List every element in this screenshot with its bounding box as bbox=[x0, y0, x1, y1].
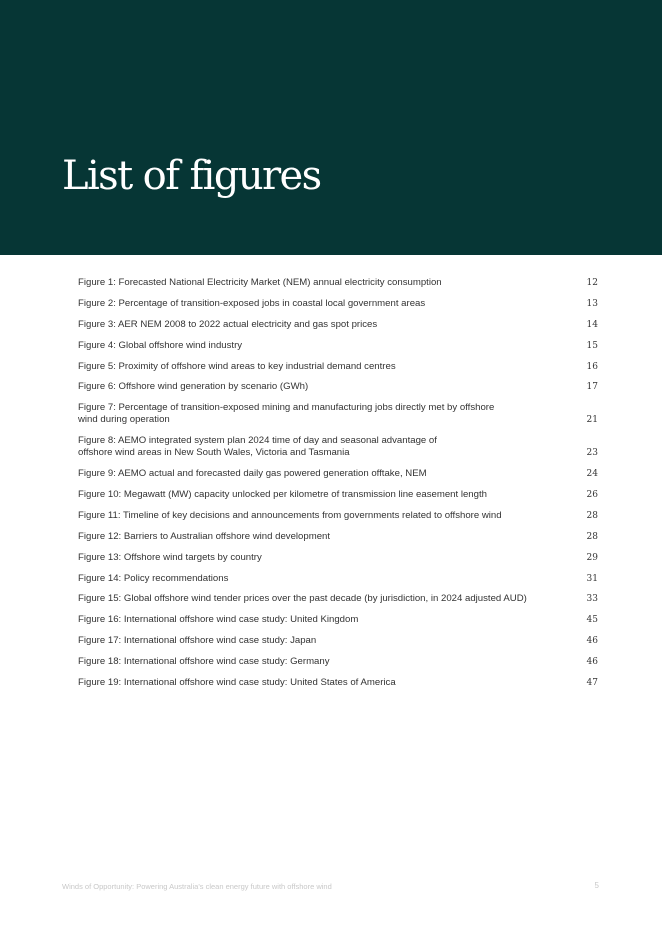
figure-list-item[interactable] bbox=[78, 635, 598, 647]
figure-title: Figure 13: Offshore wind targets by country bbox=[78, 551, 262, 563]
figure-title: Figure 3: AER NEM 2008 to 2022 actual electricity and gas spot prices bbox=[78, 318, 378, 330]
figure-list-item[interactable] bbox=[78, 593, 598, 605]
figure-title: Figure 18: International offshore wind case study: Germany bbox=[78, 656, 330, 668]
figure-page-number: 16 bbox=[586, 361, 598, 372]
figure-list-item[interactable] bbox=[78, 402, 598, 426]
figure-page-number: 12 bbox=[586, 278, 598, 288]
figure-page-number: 46 bbox=[586, 657, 598, 668]
figure-page-number: 14 bbox=[586, 319, 598, 330]
figure-title: Figure 7: Percentage of transition-exposed mining and manufacturing jobs directly met by offshore wind during operation bbox=[78, 402, 495, 426]
figure-title: Figure 16: International offshore wind case study: United Kingdom bbox=[78, 614, 359, 626]
figure-list-item[interactable] bbox=[78, 468, 598, 480]
figure-list-item[interactable] bbox=[78, 677, 598, 689]
figure-page-number: 28 bbox=[586, 531, 598, 542]
figure-page-number: 28 bbox=[586, 510, 598, 521]
figure-page-number: 45 bbox=[586, 615, 598, 626]
figure-title: Figure 9: AEMO actual and forecasted daily gas powered generation offtake, NEM bbox=[78, 468, 427, 480]
figure-title: Figure 15: Global offshore wind tender prices over the past decade (by jurisdiction, in 2024 adjusted AUD) bbox=[78, 593, 527, 605]
figure-page-number: 24 bbox=[586, 469, 598, 480]
footer-page-number: 5 bbox=[594, 881, 599, 890]
figure-title: Figure 2: Percentage of transition-exposed jobs in coastal local government areas bbox=[78, 297, 426, 309]
page-title: List of figures bbox=[62, 153, 321, 199]
figure-title: Figure 11: Timeline of key decisions and announcements from governments related to offshore wind bbox=[78, 509, 502, 521]
figure-title: Figure 4: Global offshore wind industry bbox=[78, 339, 243, 351]
figure-title: Figure 14: Policy recommendations bbox=[78, 572, 229, 584]
figure-page-number: 46 bbox=[586, 636, 598, 647]
figure-list-item[interactable] bbox=[78, 381, 598, 393]
figure-page-number: 33 bbox=[586, 594, 598, 605]
figure-list-item[interactable] bbox=[78, 614, 598, 626]
figure-title: Figure 6: Offshore wind generation by scenario (GWh) bbox=[78, 381, 309, 393]
figure-page-number: 29 bbox=[586, 552, 598, 563]
figure-title: Figure 17: International offshore wind case study: Japan bbox=[78, 635, 317, 647]
figure-list bbox=[78, 277, 598, 698]
figure-page-number: 31 bbox=[586, 573, 598, 584]
figure-list-item[interactable] bbox=[78, 277, 598, 289]
figure-list-item[interactable] bbox=[78, 552, 598, 564]
figure-list-item[interactable] bbox=[78, 319, 598, 331]
figure-title: Figure 12: Barriers to Australian offshore wind development bbox=[78, 530, 331, 542]
figure-page-number: 47 bbox=[586, 678, 598, 689]
figure-list-item[interactable] bbox=[78, 435, 598, 459]
figure-title: Figure 5: Proximity of offshore wind areas to key industrial demand centres bbox=[78, 360, 396, 372]
header-band bbox=[0, 0, 662, 255]
figure-page-number: 13 bbox=[586, 298, 598, 309]
figure-page-number: 15 bbox=[586, 340, 598, 351]
figure-page-number: 26 bbox=[586, 490, 598, 501]
figure-list-item[interactable] bbox=[78, 489, 598, 501]
figure-title: Figure 19: International offshore wind case study: United States of America bbox=[78, 677, 396, 689]
figure-title: Figure 10: Megawatt (MW) capacity unlocked per kilometre of transmission line easement length bbox=[78, 489, 487, 501]
figure-page-number: 23 bbox=[586, 448, 598, 459]
figure-list-item[interactable] bbox=[78, 361, 598, 373]
figure-page-number: 21 bbox=[586, 415, 598, 426]
figure-title: Figure 1: Forecasted National Electricity Market (NEM) annual electricity consumption bbox=[78, 277, 442, 288]
figure-page-number: 17 bbox=[586, 382, 598, 393]
figure-list-item[interactable] bbox=[78, 573, 598, 585]
figure-list-item[interactable] bbox=[78, 531, 598, 543]
figure-list-item[interactable] bbox=[78, 340, 598, 352]
figure-list-item[interactable] bbox=[78, 298, 598, 310]
figure-list-item[interactable] bbox=[78, 656, 598, 668]
figure-title: Figure 8: AEMO integrated system plan 2024 time of day and seasonal advantage of offshore wind areas in New South Wales, Victoria and Tasmania bbox=[78, 435, 437, 459]
figure-list-item[interactable] bbox=[78, 510, 598, 522]
footer-document-title: Winds of Opportunity: Powering Australia's clean energy future with offshore wind bbox=[62, 882, 332, 891]
